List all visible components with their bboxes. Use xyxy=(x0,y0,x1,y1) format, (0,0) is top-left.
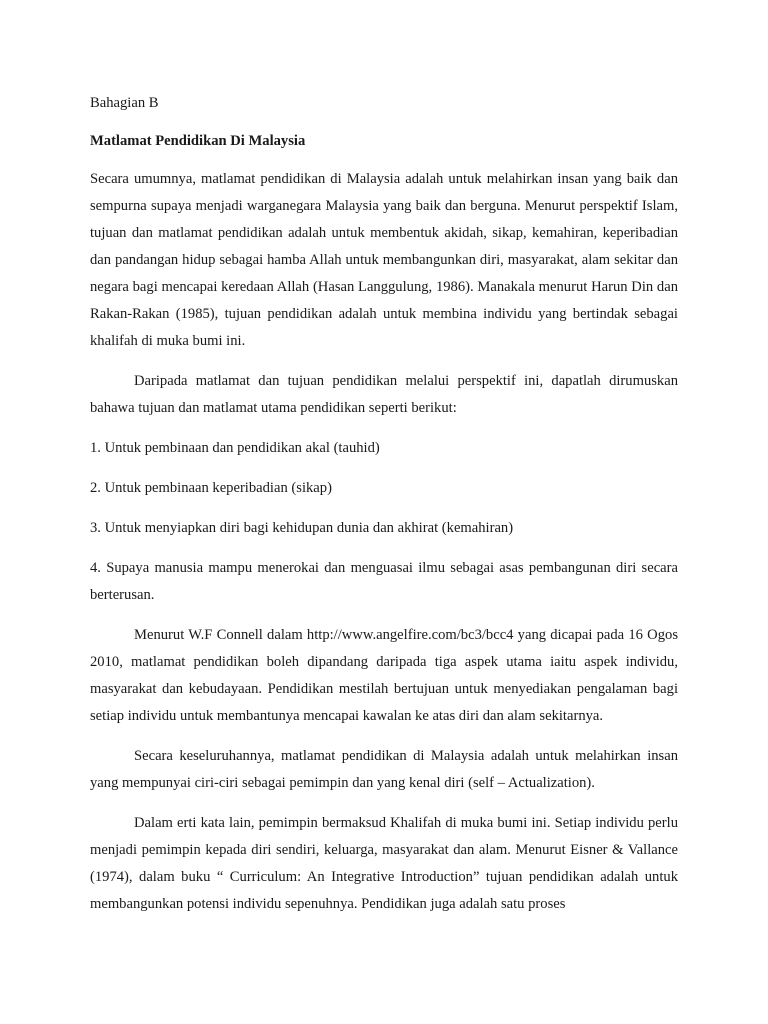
list-item: 3. Untuk menyiapkan diri bagi kehidupan dunia dan akhirat (kemahiran) xyxy=(90,520,514,536)
list-item: 2. Untuk pembinaan keperibadian (sikap) xyxy=(90,480,332,496)
list-item: 1. Untuk pembinaan dan pendidikan akal (tauhid) xyxy=(90,440,380,456)
list-item: 4. Supaya manusia mampu menerokai dan menguasai ilmu sebagai asas pembangunan diri secara berterusan. xyxy=(90,560,678,603)
paragraph-leadership: Dalam erti kata lain, pemimpin bermaksud Khalifah di muka bumi ini. Setiap individu perlu menjadi pemimpin kepada diri sendiri, keluarga, masyarakat dan alam. Menurut Eisner & Vallance (1974), dalam buku “ Curriculum: An Integrative Introduction” tujuan pendidikan adalah untuk membangunkan potensi individu sepenuhnya. Pendidikan juga adalah satu proses xyxy=(90,815,678,912)
paragraph-conclusion: Secara keseluruhannya, matlamat pendidikan di Malaysia adalah untuk melahirkan insan yang mempunyai ciri-ciri sebagai pemimpin dan yang kenal diri (self – Actualization). xyxy=(90,748,678,791)
paragraph-summary: Daripada matlamat dan tujuan pendidikan melalui perspektif ini, dapatlah dirumuskan bahawa tujuan dan matlamat utama pendidikan seperti berikut: xyxy=(90,373,678,416)
section-label: Bahagian B xyxy=(90,95,159,111)
document-heading: Matlamat Pendidikan Di Malaysia xyxy=(90,133,306,149)
paragraph-intro: Secara umumnya, matlamat pendidikan di Malaysia adalah untuk melahirkan insan yang baik dan sempurna supaya menjadi warganegara Malaysia yang baik dan berguna. Menurut perspektif Islam, tujuan dan matlamat pendidikan adalah untuk membentuk akidah, sikap, kemahiran, keperibadian dan pandangan hidup sebagai hamba Allah untuk membangunkan diri, masyarakat, alam sekitar dan negara bagi mencapai keredaan Allah (Hasan Langgulung, 1986). Manakala menurut Harun Din dan Rakan-Rakan (1985), tujuan pendidikan adalah untuk membina individu yang bertindak sebagai khalifah di muka bumi ini. xyxy=(90,171,678,349)
paragraph-connell: Menurut W.F Connell dalam http://www.angelfire.com/bc3/bcc4 yang dicapai pada 16 Ogos 2010, matlamat pendidikan boleh dipandang daripada tiga aspek utama iaitu aspek individu, masyarakat dan kebudayaan. Pendidikan mestilah bertujuan untuk menyediakan pengalaman bagi setiap individu untuk membantunya mencapai kawalan ke atas diri dan alam sekitarnya. xyxy=(90,627,678,724)
document-body xyxy=(90,90,678,931)
